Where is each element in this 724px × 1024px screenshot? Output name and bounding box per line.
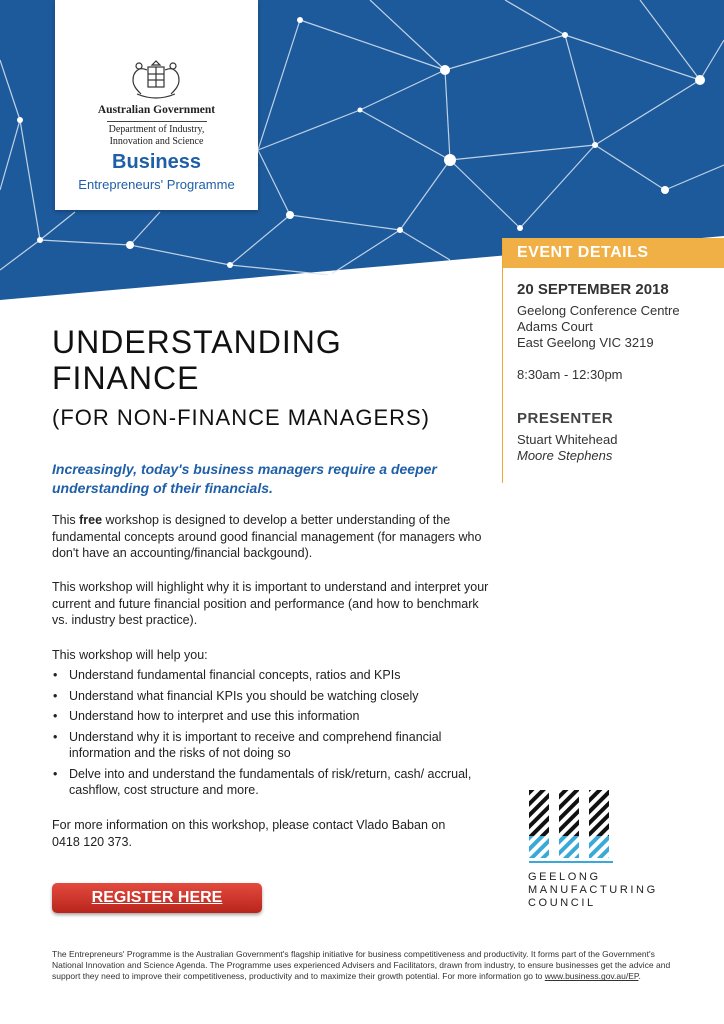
footer-link[interactable]: www.business.gov.au/EP xyxy=(544,971,639,982)
page-title xyxy=(52,324,342,396)
coat-of-arms-icon xyxy=(127,58,185,102)
event-details-panel xyxy=(502,238,724,483)
presenter-company: Moore Stephens xyxy=(517,448,613,463)
department-name xyxy=(55,124,258,148)
gmc-line-1: GEELONG xyxy=(528,871,601,883)
contact-paragraph: For more information on this workshop, please contact Vlado Baban on 0418 120 373. xyxy=(52,818,446,849)
presenter-heading: PRESENTER xyxy=(517,410,614,427)
footer-disclaimer xyxy=(52,949,682,983)
government-logo-box xyxy=(55,0,258,210)
intro-text-before: This xyxy=(52,513,80,527)
intro-text-bold: free xyxy=(79,513,103,527)
intro-text-after: workshop is designed to develop a better understanding of the fundamental concepts around good financial management (for managers who don't have an accounting/financial backgound). xyxy=(52,513,482,560)
event-details-header xyxy=(503,238,724,268)
footer-end: . xyxy=(638,971,641,982)
intro-paragraph xyxy=(52,512,492,562)
department-line-1: Department of Industry, xyxy=(108,124,205,135)
programme-name: Entrepreneurs' Programme xyxy=(78,177,235,192)
list-item: • Delve into and understand the fundamentals of risk/return, cash/ accrual, cashflow, cost structure and more. xyxy=(52,766,492,799)
page-subtitle: (FOR NON-FINANCE MANAGERS) xyxy=(52,405,430,430)
event-venue-line-2: Adams Court xyxy=(517,319,593,334)
logo-divider xyxy=(107,121,207,122)
event-date: 20 SEPTEMBER 2018 xyxy=(517,281,669,298)
lead-paragraph: Increasingly, today's business managers require a deeper understanding of their financials. xyxy=(52,461,437,496)
gmc-line-3: COUNCIL xyxy=(528,897,596,909)
event-time: 8:30am - 12:30pm xyxy=(517,367,623,382)
geelong-manufacturing-council-logo-icon xyxy=(529,790,613,865)
list-item: • Understand fundamental financial concepts, ratios and KPIs xyxy=(52,667,492,684)
gmc-line-2: MANUFACTURING xyxy=(528,884,658,896)
event-venue-line-3: East Geelong VIC 3219 xyxy=(517,335,654,350)
footer-text: The Entrepreneurs' Programme is the Australian Government's flagship initiative for business competitiveness and productivity. It forms part of the Government's National Innovation and Science Agenda. The Programme uses experienced Advisers and Facilitators, drawn from industry, to ensure businesses get the advice and support they need to improve their competitiveness, productivity and to maximize their growth potential. For more information go to xyxy=(52,949,671,982)
presenter-name: Stuart Whitehead xyxy=(517,432,618,447)
benefits-list xyxy=(52,667,492,803)
title-line-2: FINANCE xyxy=(52,360,200,396)
event-venue-line-1: Geelong Conference Centre xyxy=(517,303,680,318)
list-item: • Understand what financial KPIs you should be watching closely xyxy=(52,688,492,705)
government-name: Australian Government xyxy=(97,104,216,116)
event-details-heading: EVENT DETAILS xyxy=(517,244,649,261)
help-intro: This workshop will help you: xyxy=(52,648,208,662)
title-line-1: UNDERSTANDING xyxy=(52,324,342,360)
list-item: • Understand why it is important to receive and comprehend financial information and the risks of not doing so xyxy=(52,729,492,762)
business-wordmark: Business xyxy=(112,151,201,173)
list-item: • Understand how to interpret and use this information xyxy=(52,708,492,725)
highlight-paragraph: This workshop will highlight why it is important to understand and interpret your current and future financial position and performance (and how to benchmark vs. industry best practice). xyxy=(52,580,489,627)
department-line-2: Innovation and Science xyxy=(109,136,204,147)
register-button[interactable]: REGISTER HERE xyxy=(52,883,262,913)
